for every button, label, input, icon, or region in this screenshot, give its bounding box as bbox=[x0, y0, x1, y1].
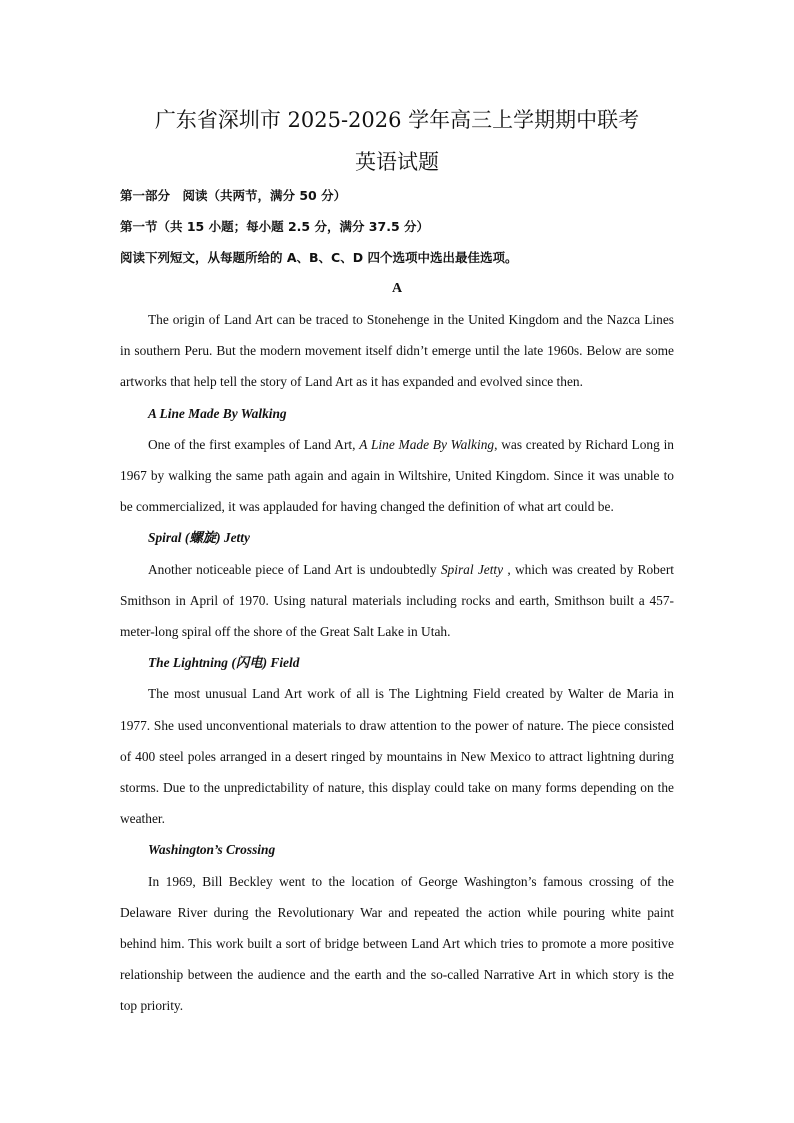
paragraph-text: , was created by Richard Long in 1967 by walking the same path again and again in Wiltshire, United Kingdom. Since it was unable to be commercialized, it was applauded for having changed the definition of what art could be. bbox=[120, 436, 674, 515]
passage-body bbox=[120, 304, 674, 1022]
work-heading: The Lightning (闪电) Field bbox=[148, 655, 300, 671]
work-paragraph bbox=[120, 429, 674, 523]
passage-label: A bbox=[391, 281, 403, 296]
instruction-text: 阅读下列短文，从每题所给的 A、B、C、D 四个选项中选出最佳选项。 bbox=[120, 250, 518, 265]
section-heading: 第一节（共 15 小题；每小题 2.5 分，满分 37.5 分） bbox=[120, 219, 429, 234]
paragraph-text: Another noticeable piece of Land Art is undoubtedly bbox=[148, 561, 441, 577]
paragraph-text: One of the first examples of Land Art, bbox=[148, 436, 360, 452]
work-paragraph bbox=[120, 554, 674, 648]
work-heading: A Line Made By Walking bbox=[148, 405, 287, 421]
work-heading: Spiral (螺旋) Jetty bbox=[148, 530, 250, 546]
passage-intro: The origin of Land Art can be traced to Stonehenge in the United Kingdom and the Nazca Lines in southern Peru. But the modern movement itself didn’t emerge until the late 1960s. Below are some artworks that help tell the story of Land Art as it has expanded and evolved since then. bbox=[120, 312, 674, 390]
paragraph-text: , which was created by Robert Smithson in April of 1970. Using natural materials including rocks and earth, Smithson built a 457-meter-long spiral off the shore of the Great Salt Lake in Utah. bbox=[120, 561, 674, 640]
exam-title: 广东省深圳市 2025-2026 学年高三上学期期中联考 bbox=[154, 108, 640, 132]
work-paragraph: In 1969, Bill Beckley went to the location of George Washington’s famous crossing of the Delaware River during the Revolutionary War and repeated the action while pouring white paint behind him. This work built a sort of bridge between Land Art which tries to promote a more positive relationship between the audience and the earth and the so-called Narrative Art in which story is the top priority. bbox=[120, 873, 674, 1014]
artwork-title: A Line Made By Walking bbox=[359, 436, 495, 452]
artwork-title: Spiral Jetty bbox=[440, 561, 504, 577]
exam-subtitle: 英语试题 bbox=[355, 150, 439, 174]
work-heading: Washington’s Crossing bbox=[148, 842, 276, 858]
part-heading: 第一部分 阅读（共两节，满分 50 分） bbox=[120, 188, 347, 203]
work-paragraph: The most unusual Land Art work of all is The Lightning Field created by Walter de Maria in 1977. She used unconventional materials to draw attention to the power of nature. The piece consisted of 400 steel poles arranged in a desert ringed by mountains in New Mexico to attract lightning during storms. Due to the unpredictability of nature, this display could take on many forms depending on the weather. bbox=[120, 686, 674, 827]
